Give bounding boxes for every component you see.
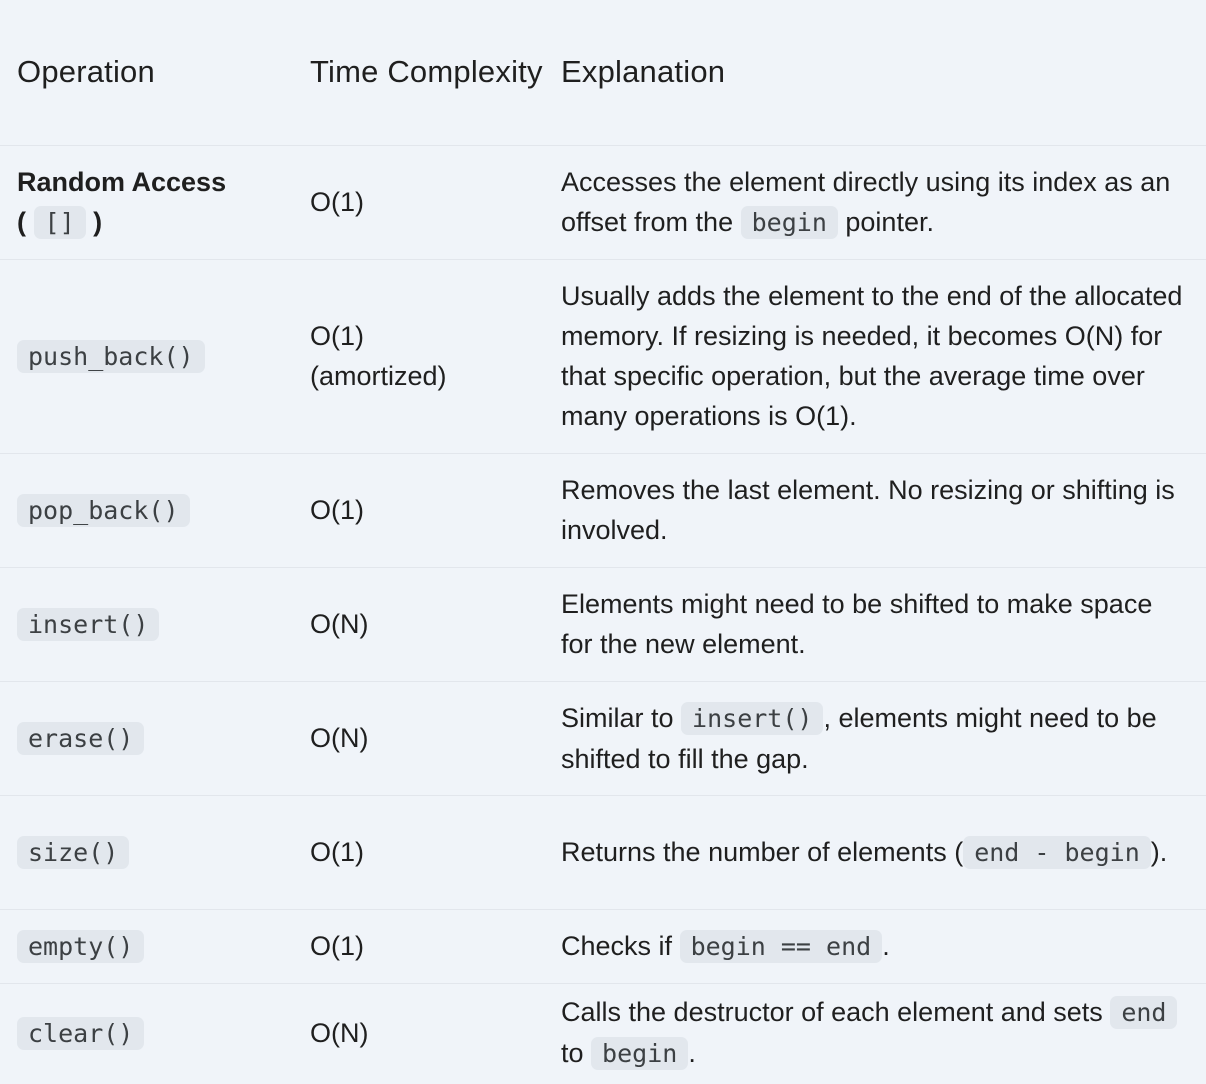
table-row	[0, 983, 1206, 1083]
explanation-text: .	[688, 1038, 696, 1069]
operation-code: pop_back()	[17, 494, 190, 527]
explanation-cell	[544, 795, 1206, 909]
explanation-cell	[544, 909, 1206, 983]
complexity-cell: O(N)	[310, 1018, 369, 1049]
complexity-value: O(1)	[310, 321, 364, 351]
explanation-cell	[544, 681, 1206, 795]
complexity-cell: O(1)	[310, 931, 364, 961]
explanation-cell	[544, 983, 1206, 1083]
table-row	[0, 909, 1206, 983]
operation-code: []	[34, 206, 86, 239]
explanation-text: to	[561, 1038, 584, 1069]
explanation-text: Similar to	[561, 702, 674, 733]
explanation-text: , elements might need to be shifted to fill the gap.	[561, 702, 1157, 774]
operation-name: Random Access	[17, 166, 227, 197]
explanation-code: begin	[591, 1037, 688, 1070]
explanation-code: begin	[741, 206, 838, 239]
explanation-text: pointer.	[845, 206, 934, 237]
complexity-cell: O(1)	[310, 495, 364, 525]
table-row	[0, 795, 1206, 909]
explanation-text: Calls the destructor of each element and sets	[561, 997, 1103, 1028]
operation-paren-close: )	[93, 206, 103, 237]
operation-cell	[0, 681, 293, 795]
complexity-cell: O(N)	[310, 609, 369, 639]
operation-code: size()	[17, 836, 129, 869]
explanation-text: Checks if	[561, 930, 673, 961]
operation-cell	[0, 453, 293, 567]
complexity-cell: O(1)	[310, 837, 364, 867]
explanation-code: insert()	[681, 702, 823, 735]
table-row	[0, 145, 1206, 259]
complexity-note: (amortized)	[310, 361, 447, 391]
explanation-code: begin == end	[680, 930, 883, 963]
header-time-complexity: Time Complexity	[310, 54, 543, 90]
operation-cell	[0, 145, 293, 259]
table-header	[0, 0, 1206, 145]
explanation-code: end - begin	[963, 836, 1151, 869]
table-body	[0, 145, 1206, 1083]
operation-cell	[0, 567, 293, 681]
complexity-cell: O(1)	[310, 187, 364, 217]
header-explanation: Explanation	[561, 54, 726, 90]
explanation-text: Returns the number of elements (	[561, 836, 964, 867]
operation-cell	[0, 909, 293, 983]
operation-cell	[0, 259, 293, 453]
operation-code: erase()	[17, 722, 144, 755]
explanation-code: end	[1110, 996, 1177, 1029]
explanation-cell: Usually adds the element to the end of the allocated memory. If resizing is needed, it becomes O(N) for that specific operation, but the average time over many operations is O(1).	[561, 281, 1183, 431]
explanation-text: ).	[1150, 836, 1168, 867]
explanation-cell: Elements might need to be shifted to make space for the new element.	[561, 589, 1153, 659]
complexity-cell	[293, 259, 544, 453]
operation-code: insert()	[17, 608, 159, 641]
table-row	[0, 567, 1206, 681]
explanation-text: .	[882, 930, 890, 961]
complexity-cell: O(N)	[310, 723, 369, 753]
table-row	[0, 259, 1206, 453]
header-operation: Operation	[17, 54, 155, 90]
table-row	[0, 453, 1206, 567]
header-row	[0, 0, 1206, 145]
explanation-cell	[544, 145, 1206, 259]
operation-code: push_back()	[17, 340, 205, 373]
table-row	[0, 681, 1206, 795]
operation-paren-open: (	[17, 206, 26, 237]
operation-code: empty()	[17, 930, 144, 963]
explanation-text: Accesses the element directly using its index as an offset from the	[561, 166, 1171, 237]
operation-code: clear()	[17, 1017, 144, 1050]
operation-cell	[0, 795, 293, 909]
explanation-cell: Removes the last element. No resizing or shifting is involved.	[561, 475, 1175, 545]
operation-cell	[0, 983, 293, 1083]
